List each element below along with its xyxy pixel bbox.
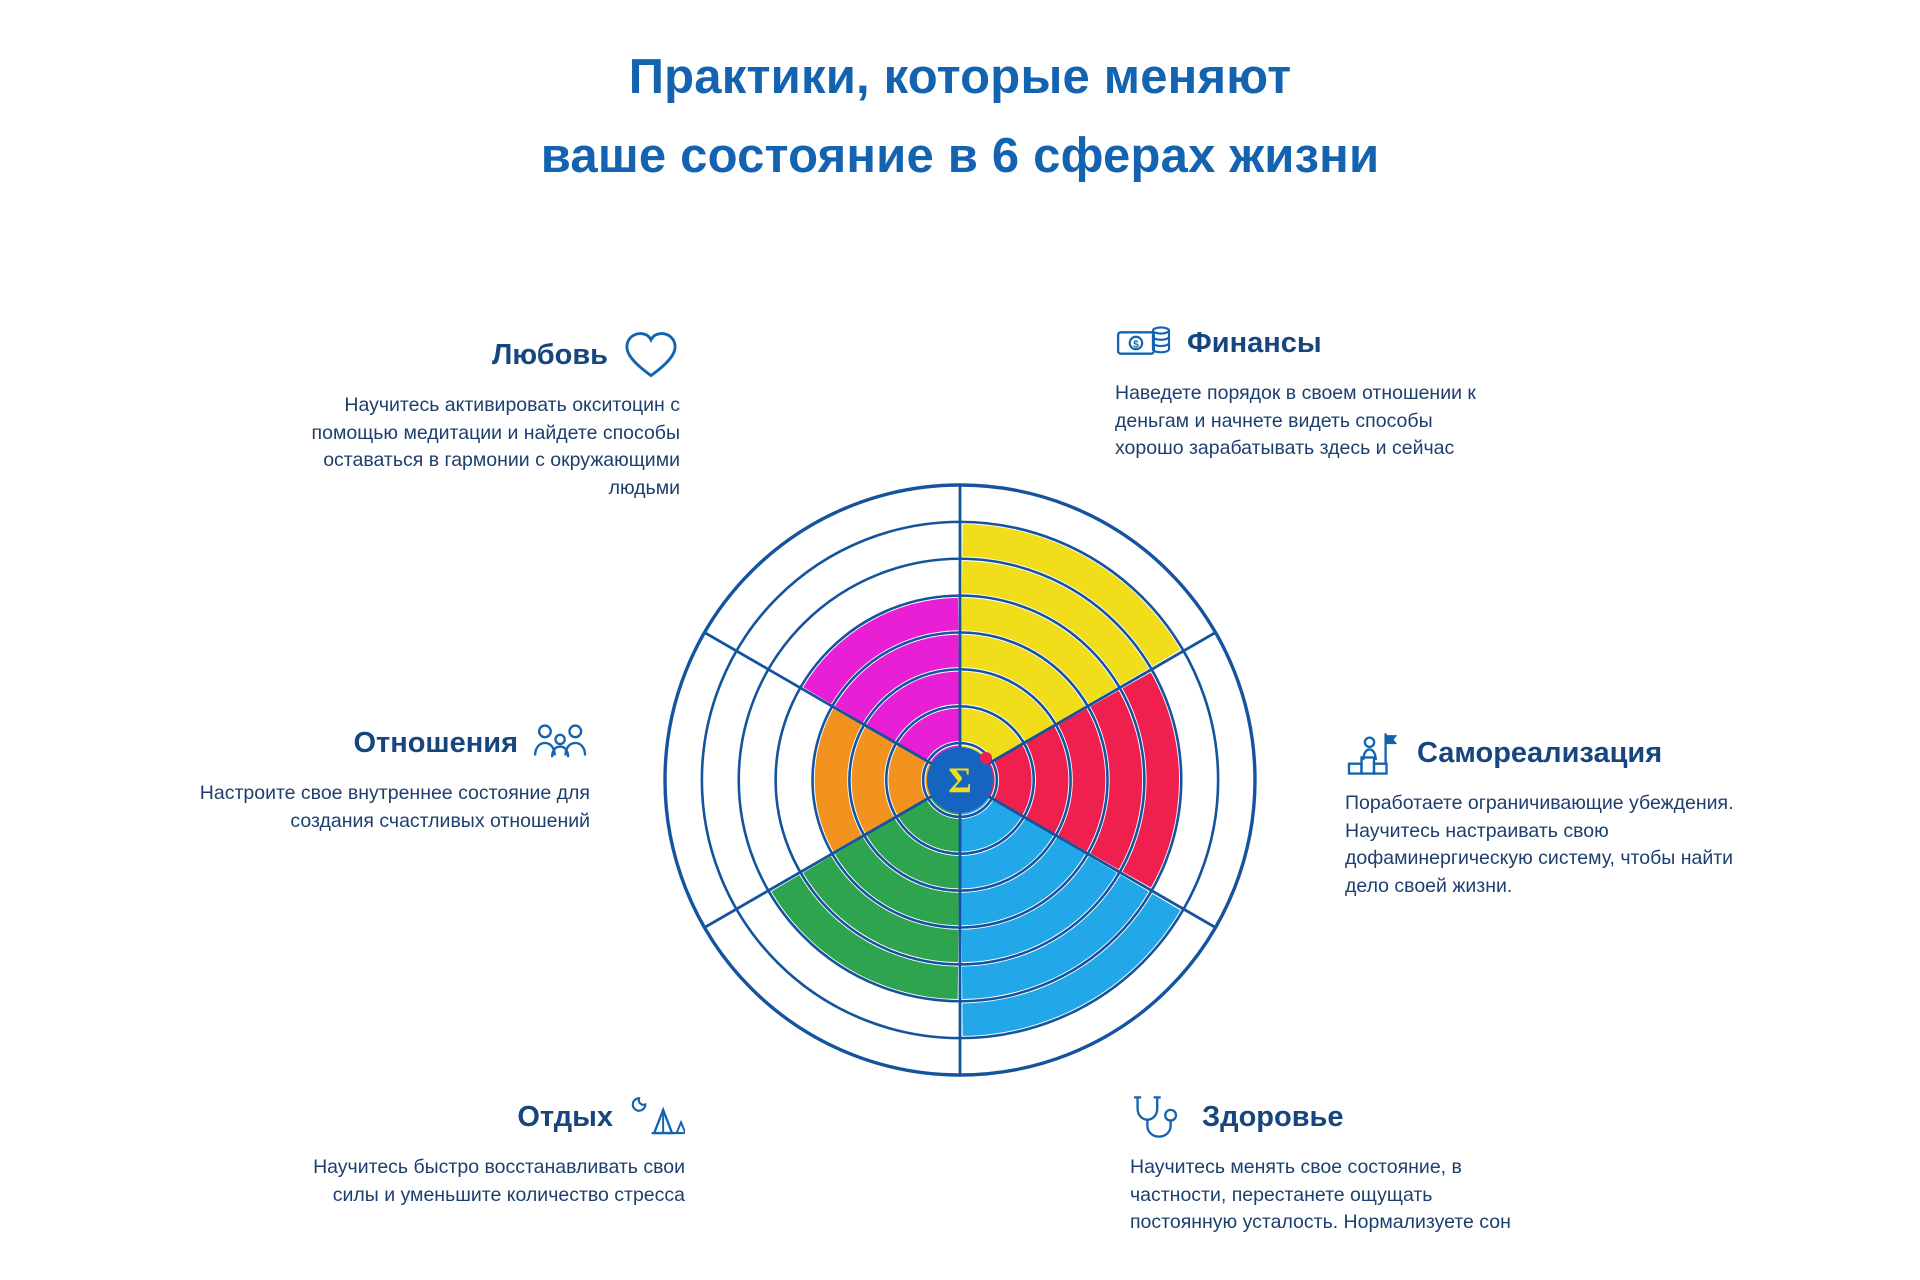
family-icon [532,718,590,768]
sector-title-love: Любовь [491,338,608,371]
sector-desc-relations: Настроите свое внутреннее состояние для создания счастливых отношений [199,782,590,832]
sector-desc-rest: Научитесь быстро восстанавливать свои силы и уменьшите количество стресса [313,1156,685,1206]
sector-title-finance: Финансы [1187,326,1322,359]
sector-block-self-realization [1345,728,1745,901]
tent-night-icon [627,1092,685,1142]
page-title-line-2: ваше состояние в 6 сферах жизни [540,129,1380,184]
podium-flag-icon [1345,728,1403,778]
sector-title-health: Здоровье [1202,1100,1344,1133]
page-title-line-1: Практики, которые меняют [628,50,1292,104]
sector-heading-relations [190,718,590,768]
sector-desc-love: Научитесь активировать окситоцин с помощью медитации и найдете способы оставаться в гармонии с окружающими людьми [311,394,680,500]
sector-heading-finance [1115,318,1495,368]
sigma-logo: Σ [948,760,972,800]
svg-text:$: $ [1133,339,1139,351]
sector-block-relations [190,718,590,835]
sector-desc-health: Научитесь менять свое состояние, в частности, перестанете ощущать постоянную усталость. Нормализуете сон [1130,1156,1511,1234]
sector-block-health [1130,1092,1530,1237]
money-icon [1115,318,1173,368]
sector-title-self-realization: Самореализация [1417,736,1663,769]
sector-desc-self-realization: Поработаете ограничивающие убеждения. Научитесь настраивать свою дофаминергическую систему, чтобы найти дело своей жизни. [1345,792,1734,898]
sector-block-love [280,330,680,503]
sector-block-finance [1115,318,1495,463]
sector-heading-rest [285,1092,685,1142]
sector-heading-love [280,330,680,380]
sector-title-rest: Отдых [517,1100,613,1133]
page-title [0,38,1920,197]
sector-block-rest [285,1092,685,1209]
stethoscope-icon [1130,1092,1188,1142]
heart-icon [622,330,680,380]
sector-heading-health [1130,1092,1530,1142]
sector-desc-finance: Наведете порядок в своем отношении к деньгам и начнете видеть способы хорошо зарабатывать здесь и сейчас [1115,382,1476,460]
sector-title-relations: Отношения [353,726,518,759]
life-balance-wheel [650,470,1270,1090]
wheel-center-badge [927,747,993,813]
sector-heading-self-realization [1345,728,1745,778]
